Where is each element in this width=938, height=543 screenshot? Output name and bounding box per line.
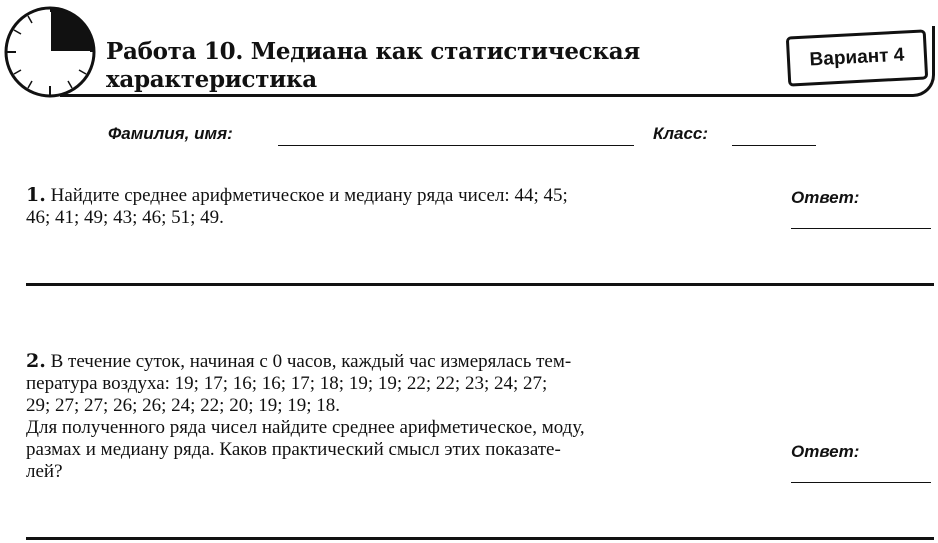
task-2-separator <box>26 537 934 540</box>
title-line-2: характеристика <box>106 66 317 93</box>
task-1-answer-label: Ответ: <box>791 188 860 207</box>
task-1-separator <box>26 283 934 286</box>
task-1-number: 1. <box>26 184 46 206</box>
task-1-answer-field[interactable] <box>791 228 931 229</box>
task-1-line-2: 46; 41; 49; 43; 46; 51; 49. <box>26 207 224 228</box>
task-2-line-4: Для полученного ряда чисел найдите среднее арифметическое, моду, <box>26 417 585 438</box>
task-1-text-1: Найдите среднее арифметическое и медиану ряда чисел: 44; 45; <box>50 185 568 206</box>
task-2-number: 2. <box>26 350 46 372</box>
task-2-answer-label: Ответ: <box>791 442 860 461</box>
page-title <box>106 38 746 94</box>
task-2-text-1: В течение суток, начиная с 0 часов, каждый час измерялась тем- <box>50 351 572 372</box>
task-2-line-1 <box>26 350 778 373</box>
task-2-line-3: 29; 27; 27; 26; 26; 24; 22; 20; 19; 19; 18. <box>26 395 341 416</box>
task-2-answer-field[interactable] <box>791 482 931 483</box>
task-1-line-1 <box>26 184 778 207</box>
task-2-line-5: размах и медиану ряда. Каков практический смысл этих показате- <box>26 439 561 460</box>
task-2 <box>26 350 778 483</box>
task-2-line-2: пература воздуха: 19; 17; 16; 16; 17; 18; 19; 19; 22; 22; 23; 24; 27; <box>26 373 548 394</box>
name-label: Фамилия, имя: <box>108 124 233 143</box>
class-label: Класс: <box>653 124 709 143</box>
title-line-1: Работа 10. Медиана как статистическая <box>106 38 640 65</box>
class-field[interactable] <box>732 145 816 146</box>
variant-badge <box>786 29 928 86</box>
task-1 <box>26 184 778 229</box>
student-info-row <box>108 124 828 152</box>
name-field[interactable] <box>278 145 634 146</box>
task-2-line-6: лей? <box>26 461 63 482</box>
variant-label: Вариант 4 <box>809 44 905 71</box>
